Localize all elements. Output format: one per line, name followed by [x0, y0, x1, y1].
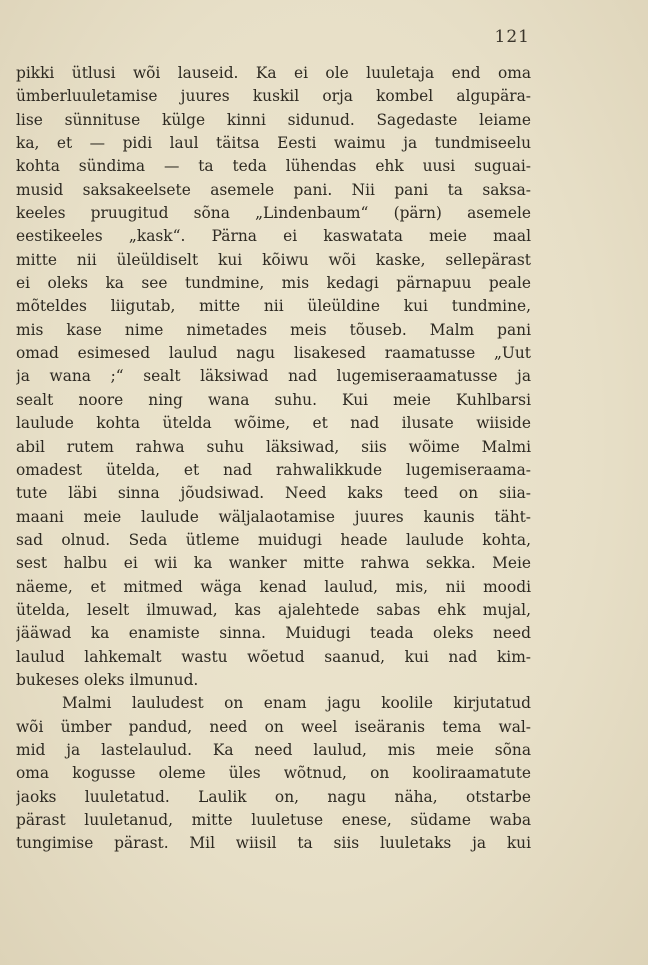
text-line: laulude kohta ütelda wõime, et nad ilusate wiiside [16, 414, 531, 433]
text-line: pärast luuletanud, mitte luuletuse enese, südame waba [16, 811, 531, 829]
text-line: jääwad ka enamiste sinna. Muidugi teada oleks need [16, 624, 531, 643]
text-line: pikki ütlusi wõi lauseid. Ka ei ole luuletaja end oma [16, 64, 531, 82]
text-line: sest halbu ei wii ka wanker mitte rahwa sekka. Meie [16, 554, 531, 573]
text-line: oma kogusse oleme üles wõtnud, on kooliraamatute [16, 764, 531, 783]
text-line: ja wana ;“ sealt läksiwad nad lugemiseraamatusse ja [16, 367, 531, 386]
text-line: bukeses oleks ilmunud. [16, 670, 199, 689]
text-line: mõteldes liigutab, mitte nii üleüldine kui tundmine, [16, 297, 531, 316]
paragraph-2 [16, 692, 531, 855]
text-line: Malmi lauludest on enam jagu koolile kirjutatud [62, 694, 531, 713]
body-text [16, 62, 531, 856]
text-line: kohta sündima — ta teda lühendas ehk uusi suguai- [16, 157, 531, 176]
text-line: musid saksakeelsete asemele pani. Nii pani ta saksa- [16, 180, 531, 199]
text-line: ütelda, leselt ilmuwad, kas ajalehtede sabas ehk mujal, [16, 600, 531, 619]
page-number: 121 [494, 27, 530, 47]
text-line: omad esimesed laulud nagu lisakesed raamatusse „Uut [16, 344, 531, 363]
text-line: tungimise pärast. Mil wiisil ta siis luuletaks ja kui [16, 834, 531, 853]
text-line: sad olnud. Seda ütleme muidugi heade laulude kohta, [16, 530, 531, 549]
text-line: tute läbi sinna jõudsiwad. Need kaks teed on siia- [16, 484, 531, 503]
text-line: jaoks luuletatud. Laulik on, nagu näha, otstarbe [16, 787, 531, 806]
text-line: lise sünnituse külge kinni sidunud. Sagedaste leiame [16, 110, 531, 129]
text-line: laulud lahkemalt wastu wõetud saanud, kui nad kim- [16, 647, 531, 666]
text-line: ei oleks ka see tundmine, mis kedagi pärnapuu peale [16, 274, 531, 293]
text-line: wõi ümber pandud, need on weel iseäranis tema wal- [16, 717, 531, 736]
text-line: omadest ütelda, et nad rahwalikkude lugemiseraama- [16, 460, 531, 479]
text-line: mid ja lastelaulud. Ka need laulud, mis meie sõna [16, 740, 531, 759]
text-line: eestikeeles „kask“. Pärna ei kaswatata meie maal [16, 227, 531, 246]
text-line: mis kase nime nimetades meis tõuseb. Malm pani [16, 320, 531, 339]
text-line: mitte nii üleüldiselt kui kõiwu wõi kaske, sellepärast [16, 250, 531, 269]
text-line: näeme, et mitmed wäga kenad laulud, mis, nii moodi [16, 577, 531, 596]
text-line: sealt noore ning wana suhu. Kui meie Kuhlbarsi [16, 390, 531, 409]
text-line: ka, et — pidi laul täitsa Eesti waimu ja tundmiseelu [16, 134, 531, 153]
text-line: keeles pruugitud sõna „Lindenbaum“ (pärn) asemele [16, 204, 531, 223]
paragraph-1 [16, 62, 531, 692]
text-line: maani meie laulude wäljalaotamise juures kaunis täht- [16, 507, 531, 526]
text-line: ümberluuletamise juures kuskil orja kombel algupära- [16, 87, 531, 106]
text-line: abil rutem rahwa suhu läksiwad, siis wõime Malmi [16, 437, 531, 456]
